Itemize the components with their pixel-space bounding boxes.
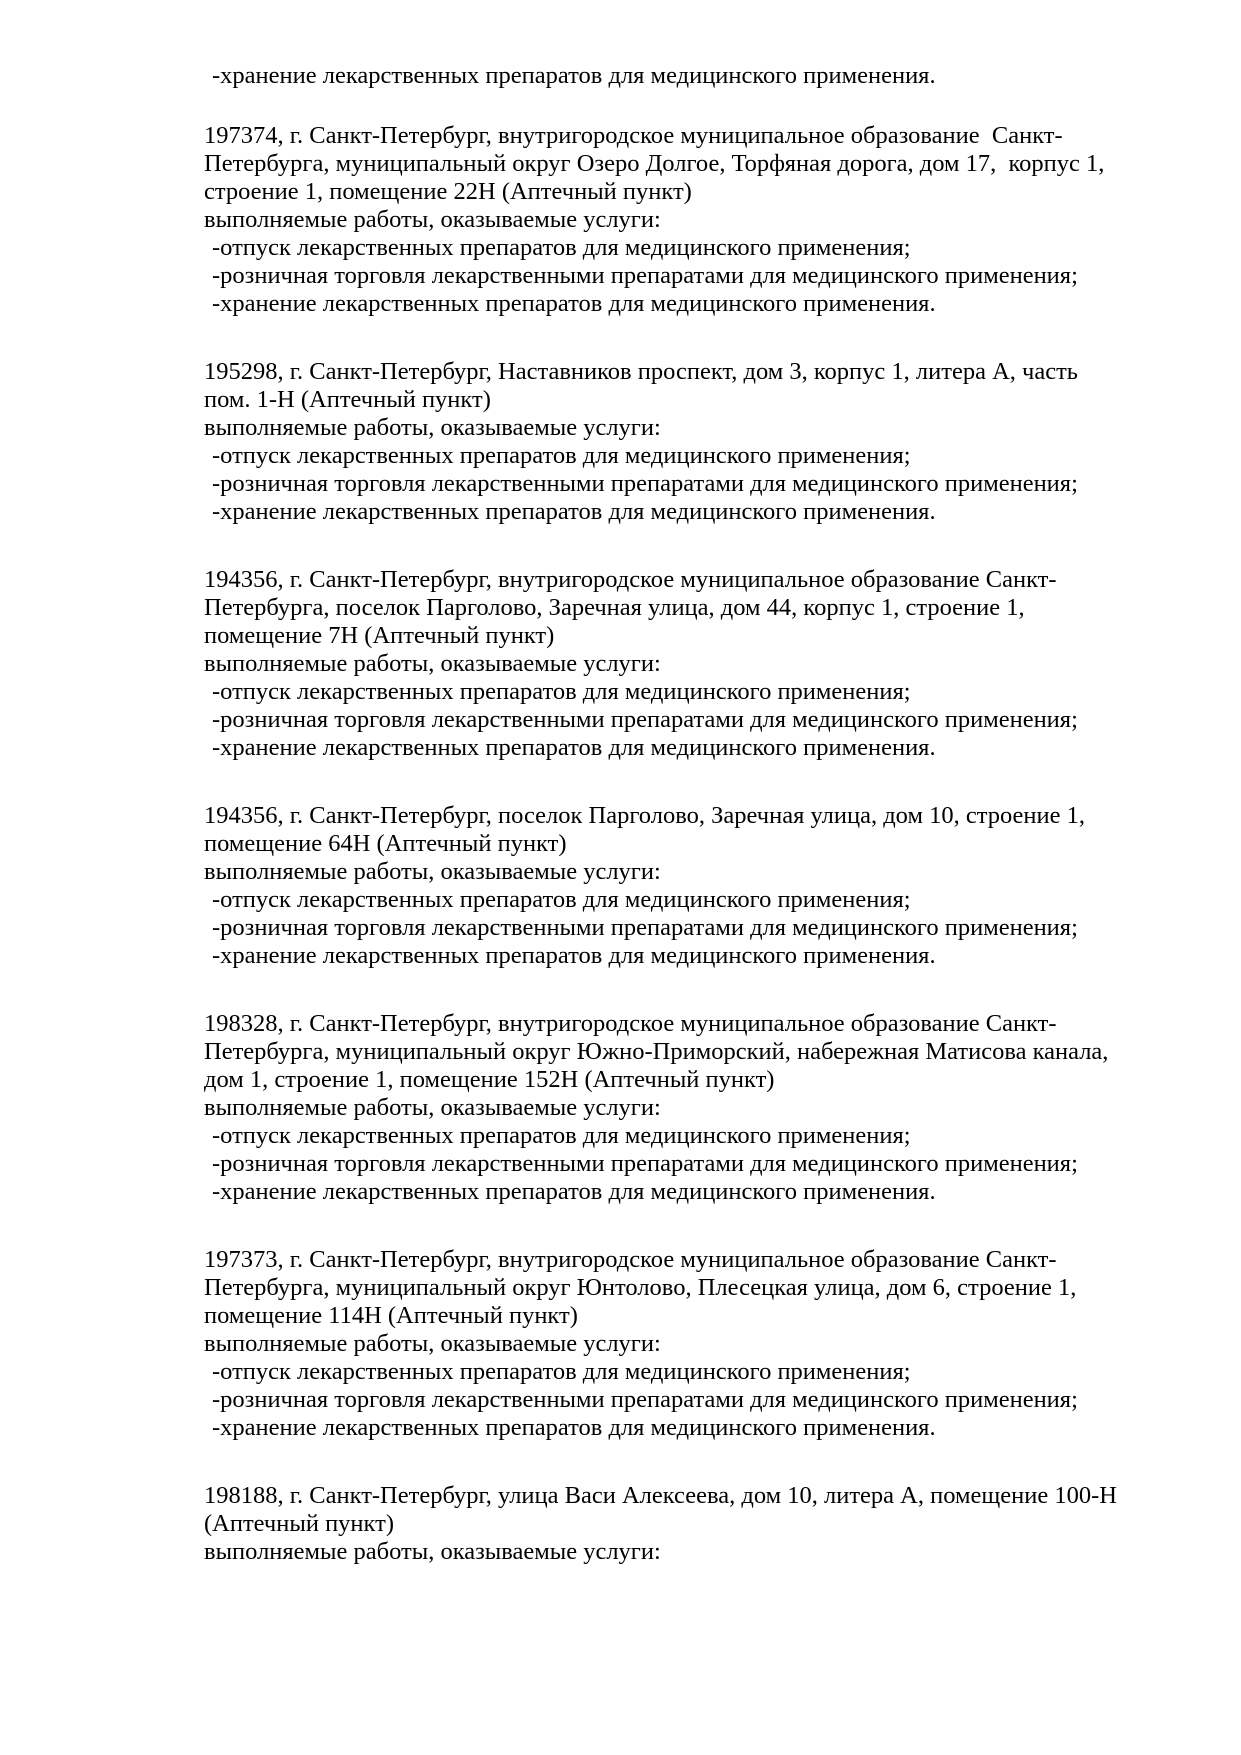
entry-address-line: 195298, г. Санкт-Петербург, Наставников проспект, дом 3, корпус 1, литера А, часть — [204, 358, 1078, 385]
entry-service-line: -хранение лекарственных препаратов для медицинского применения. — [212, 734, 936, 761]
entry-service-line: -отпуск лекарственных препаратов для медицинского применения; — [212, 1358, 911, 1385]
entry-service-line: -хранение лекарственных препаратов для медицинского применения. — [212, 1178, 936, 1205]
entry-works-label: выполняемые работы, оказываемые услуги: — [204, 206, 661, 233]
license-entry — [204, 1246, 1201, 1442]
license-entry — [204, 802, 1201, 970]
entry-service-line: -отпуск лекарственных препаратов для медицинского применения; — [212, 886, 911, 913]
entry-services — [204, 1358, 1201, 1442]
entry-services — [204, 234, 1201, 318]
entry-address — [204, 566, 1201, 650]
entry-service-line: -отпуск лекарственных препаратов для медицинского применения; — [212, 678, 911, 705]
entry-services — [204, 1122, 1201, 1206]
entry-service-line: -хранение лекарственных препаратов для медицинского применения. — [212, 1414, 936, 1441]
entry-service-line: -отпуск лекарственных препаратов для медицинского применения; — [212, 234, 911, 261]
entry-address-line: помещение 7Н (Аптечный пункт) — [204, 622, 555, 649]
entry-address-line: дом 1, строение 1, помещение 152Н (Аптечный пункт) — [204, 1066, 775, 1093]
entry-address-line: помещение 114Н (Аптечный пункт) — [204, 1302, 578, 1329]
entry-address-line: Петербурга, муниципальный округ Юнтолово, Плесецкая улица, дом 6, строение 1, — [204, 1274, 1077, 1301]
entry-service-line: -отпуск лекарственных препаратов для медицинского применения; — [212, 1122, 911, 1149]
entry-address-line: 197373, г. Санкт-Петербург, внутригородское муниципальное образование Санкт- — [204, 1246, 1057, 1273]
license-entry — [204, 1482, 1201, 1566]
license-entry — [204, 358, 1201, 526]
entry-address-line: строение 1, помещение 22Н (Аптечный пункт) — [204, 178, 692, 205]
license-entries — [204, 122, 1201, 1566]
entry-service-line: -хранение лекарственных препаратов для медицинского применения. — [212, 290, 936, 317]
continuation-service-line: -хранение лекарственных препаратов для медицинского применения. — [212, 62, 936, 89]
entry-works-label: выполняемые работы, оказываемые услуги: — [204, 1538, 661, 1565]
entry-address — [204, 358, 1201, 414]
entry-service-line: -розничная торговля лекарственными препаратами для медицинского применения; — [212, 262, 1078, 289]
entry-works-label: выполняемые работы, оказываемые услуги: — [204, 414, 661, 441]
entry-address-line: Петербурга, муниципальный округ Озеро Долгое, Торфяная дорога, дом 17, корпус 1, — [204, 150, 1105, 177]
license-entry — [204, 566, 1201, 762]
entry-address-line: 198188, г. Санкт-Петербург, улица Васи Алексеева, дом 10, литера А, помещение 100-Н — [204, 1482, 1117, 1509]
entry-address-line: пом. 1-Н (Аптечный пункт) — [204, 386, 491, 413]
entry-services — [204, 886, 1201, 970]
entry-works-label: выполняемые работы, оказываемые услуги: — [204, 858, 661, 885]
entry-service-line: -розничная торговля лекарственными препаратами для медицинского применения; — [212, 1150, 1078, 1177]
entry-address — [204, 1246, 1201, 1330]
entry-service-line: -розничная торговля лекарственными препаратами для медицинского применения; — [212, 1386, 1078, 1413]
entry-address-line: 194356, г. Санкт-Петербург, внутригородское муниципальное образование Санкт- — [204, 566, 1057, 593]
entry-address-line: помещение 64Н (Аптечный пункт) — [204, 830, 567, 857]
entry-service-line: -хранение лекарственных препаратов для медицинского применения. — [212, 942, 936, 969]
entry-address — [204, 802, 1201, 858]
entry-service-line: -розничная торговля лекарственными препаратами для медицинского применения; — [212, 706, 1078, 733]
entry-address-line: 194356, г. Санкт-Петербург, поселок Парголово, Заречная улица, дом 10, строение 1, — [204, 802, 1085, 829]
entry-address-line: 197374, г. Санкт-Петербург, внутригородское муниципальное образование Санкт- — [204, 122, 1063, 149]
entry-works-label: выполняемые работы, оказываемые услуги: — [204, 1094, 661, 1121]
entry-address — [204, 1482, 1201, 1538]
license-entry — [204, 122, 1201, 318]
entry-address — [204, 1010, 1201, 1094]
entry-address-line: (Аптечный пункт) — [204, 1510, 394, 1537]
entry-works-label: выполняемые работы, оказываемые услуги: — [204, 650, 661, 677]
license-entry — [204, 1010, 1201, 1206]
entry-address-line: Петербурга, поселок Парголово, Заречная улица, дом 44, корпус 1, строение 1, — [204, 594, 1025, 621]
entry-service-line: -розничная торговля лекарственными препаратами для медицинского применения; — [212, 470, 1078, 497]
entry-services — [204, 678, 1201, 762]
entry-works-label: выполняемые работы, оказываемые услуги: — [204, 1330, 661, 1357]
entry-service-line: -отпуск лекарственных препаратов для медицинского применения; — [212, 442, 911, 469]
entry-address-line: 198328, г. Санкт-Петербург, внутригородское муниципальное образование Санкт- — [204, 1010, 1057, 1037]
entry-address — [204, 122, 1201, 206]
entry-service-line: -розничная торговля лекарственными препаратами для медицинского применения; — [212, 914, 1078, 941]
entry-service-line: -хранение лекарственных препаратов для медицинского применения. — [212, 498, 936, 525]
entry-address-line: Петербурга, муниципальный округ Южно-Приморский, набережная Матисова канала, — [204, 1038, 1109, 1065]
entry-services — [204, 442, 1201, 526]
